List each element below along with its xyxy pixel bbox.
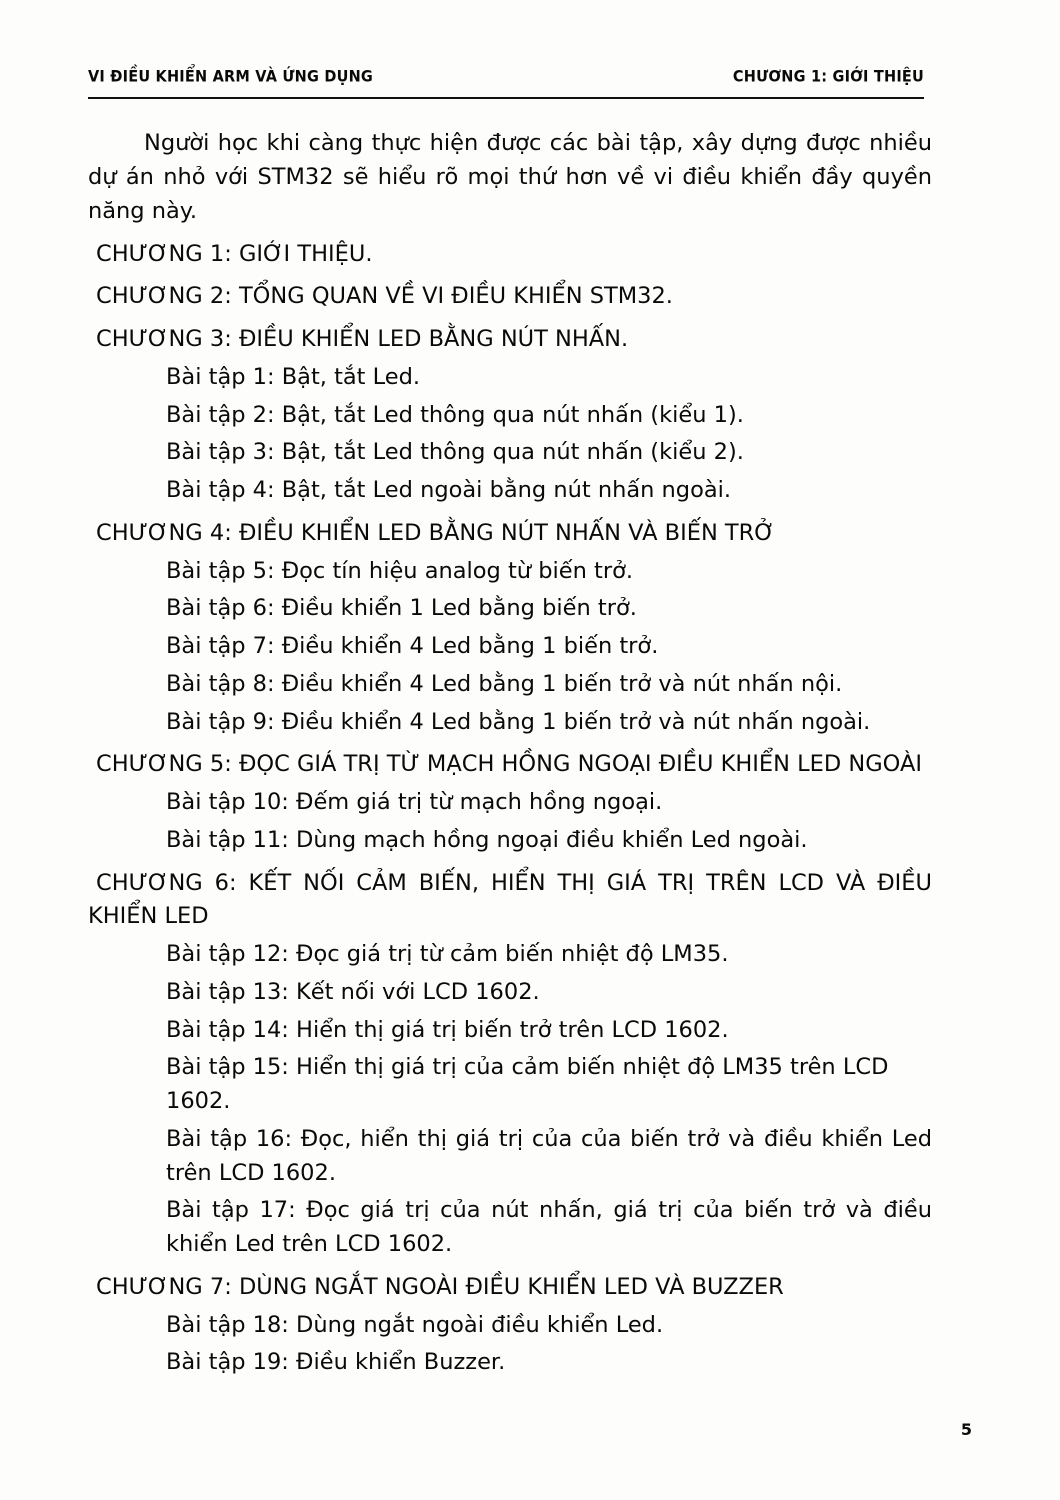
toc-chapter: CHƯƠNG 5: ĐỌC GIÁ TRỊ TỪ MẠCH HỒNG NGOẠI ĐIỀU KHIỂN LED NGOÀI	[96, 751, 922, 778]
page-header	[88, 70, 924, 86]
toc-exercise: Bài tập 7: Điều khiển 4 Led bằng 1 biến trở.	[166, 633, 659, 660]
toc-chapter: CHƯƠNG 1: GIỚI THIỆU.	[96, 240, 373, 267]
table-of-contents	[88, 238, 932, 1381]
toc-exercise: Bài tập 9: Điều khiển 4 Led bằng 1 biến trở và nút nhấn ngoài.	[166, 708, 871, 735]
page-number: 5	[960, 1420, 972, 1439]
toc-exercise: Bài tập 10: Đếm giá trị từ mạch hồng ngoại.	[166, 789, 663, 816]
toc-chapter: CHƯƠNG 7: DÙNG NGẮT NGOÀI ĐIỀU KHIỂN LED VÀ BUZZER	[96, 1273, 784, 1300]
header-left-title: VI ĐIỀU KHIỂN ARM VÀ ỨNG DỤNG	[88, 68, 374, 86]
header-divider	[88, 97, 924, 99]
toc-exercise: Bài tập 11: Dùng mạch hồng ngoại điều khiển Led ngoài.	[166, 826, 808, 853]
intro-paragraph: Người học khi càng thực hiện được các bài tập, xây dựng được nhiều dự án nhỏ với STM32 sẽ hiểu rõ mọi thứ hơn về vi điều khiển đầy quyền năng này.	[88, 130, 932, 225]
toc-exercise: Bài tập 3: Bật, tắt Led thông qua nút nhấn (kiểu 2).	[166, 439, 744, 466]
toc-chapter: CHƯƠNG 3: ĐIỀU KHIỂN LED BẰNG NÚT NHẤN.	[96, 326, 629, 353]
toc-exercise: Bài tập 5: Đọc tín hiệu analog từ biến trở.	[166, 557, 633, 584]
toc-exercise: Bài tập 15: Hiển thị giá trị của cảm biến nhiệt độ LM35 trên LCD 1602.	[166, 1054, 889, 1115]
toc-exercise: Bài tập 19: Điều khiển Buzzer.	[166, 1349, 506, 1376]
toc-exercise: Bài tập 14: Hiển thị giá trị biến trở trên LCD 1602.	[166, 1016, 729, 1043]
toc-exercise: Bài tập 2: Bật, tắt Led thông qua nút nhấn (kiểu 1).	[166, 401, 744, 428]
toc-chapter: CHƯƠNG 6: KẾT NỐI CẢM BIẾN, HIỂN THỊ GIÁ TRỊ TRÊN LCD VÀ ĐIỀU KHIỂN LED	[88, 869, 932, 930]
toc-chapter: CHƯƠNG 4: ĐIỀU KHIỂN LED BẰNG NÚT NHẤN VÀ BIẾN TRỞ	[96, 519, 775, 546]
toc-exercise: Bài tập 6: Điều khiển 1 Led bằng biến trở.	[166, 595, 637, 622]
header-right-chapter: CHƯƠNG 1: GIỚI THIỆU	[732, 68, 924, 86]
toc-exercise: Bài tập 17: Đọc giá trị của nút nhấn, giá trị của biến trở và điều khiển Led trên LCD 1602.	[166, 1197, 932, 1258]
toc-exercise: Bài tập 1: Bật, tắt Led.	[166, 363, 421, 390]
toc-exercise: Bài tập 8: Điều khiển 4 Led bằng 1 biến trở và nút nhấn nội.	[166, 670, 843, 697]
toc-exercise: Bài tập 16: Đọc, hiển thị giá trị của của biến trở và điều khiển Led trên LCD 1602.	[166, 1125, 932, 1186]
toc-exercise: Bài tập 4: Bật, tắt Led ngoài bằng nút nhấn ngoài.	[166, 477, 732, 504]
toc-chapter: CHƯƠNG 2: TỔNG QUAN VỀ VI ĐIỀU KHIỂN STM32.	[96, 283, 673, 310]
toc-exercise: Bài tập 18: Dùng ngắt ngoài điều khiển Led.	[166, 1311, 664, 1338]
toc-exercise: Bài tập 13: Kết nối với LCD 1602.	[166, 978, 540, 1005]
page-content	[88, 126, 932, 1384]
toc-exercise: Bài tập 12: Đọc giá trị từ cảm biến nhiệt độ LM35.	[166, 941, 729, 968]
